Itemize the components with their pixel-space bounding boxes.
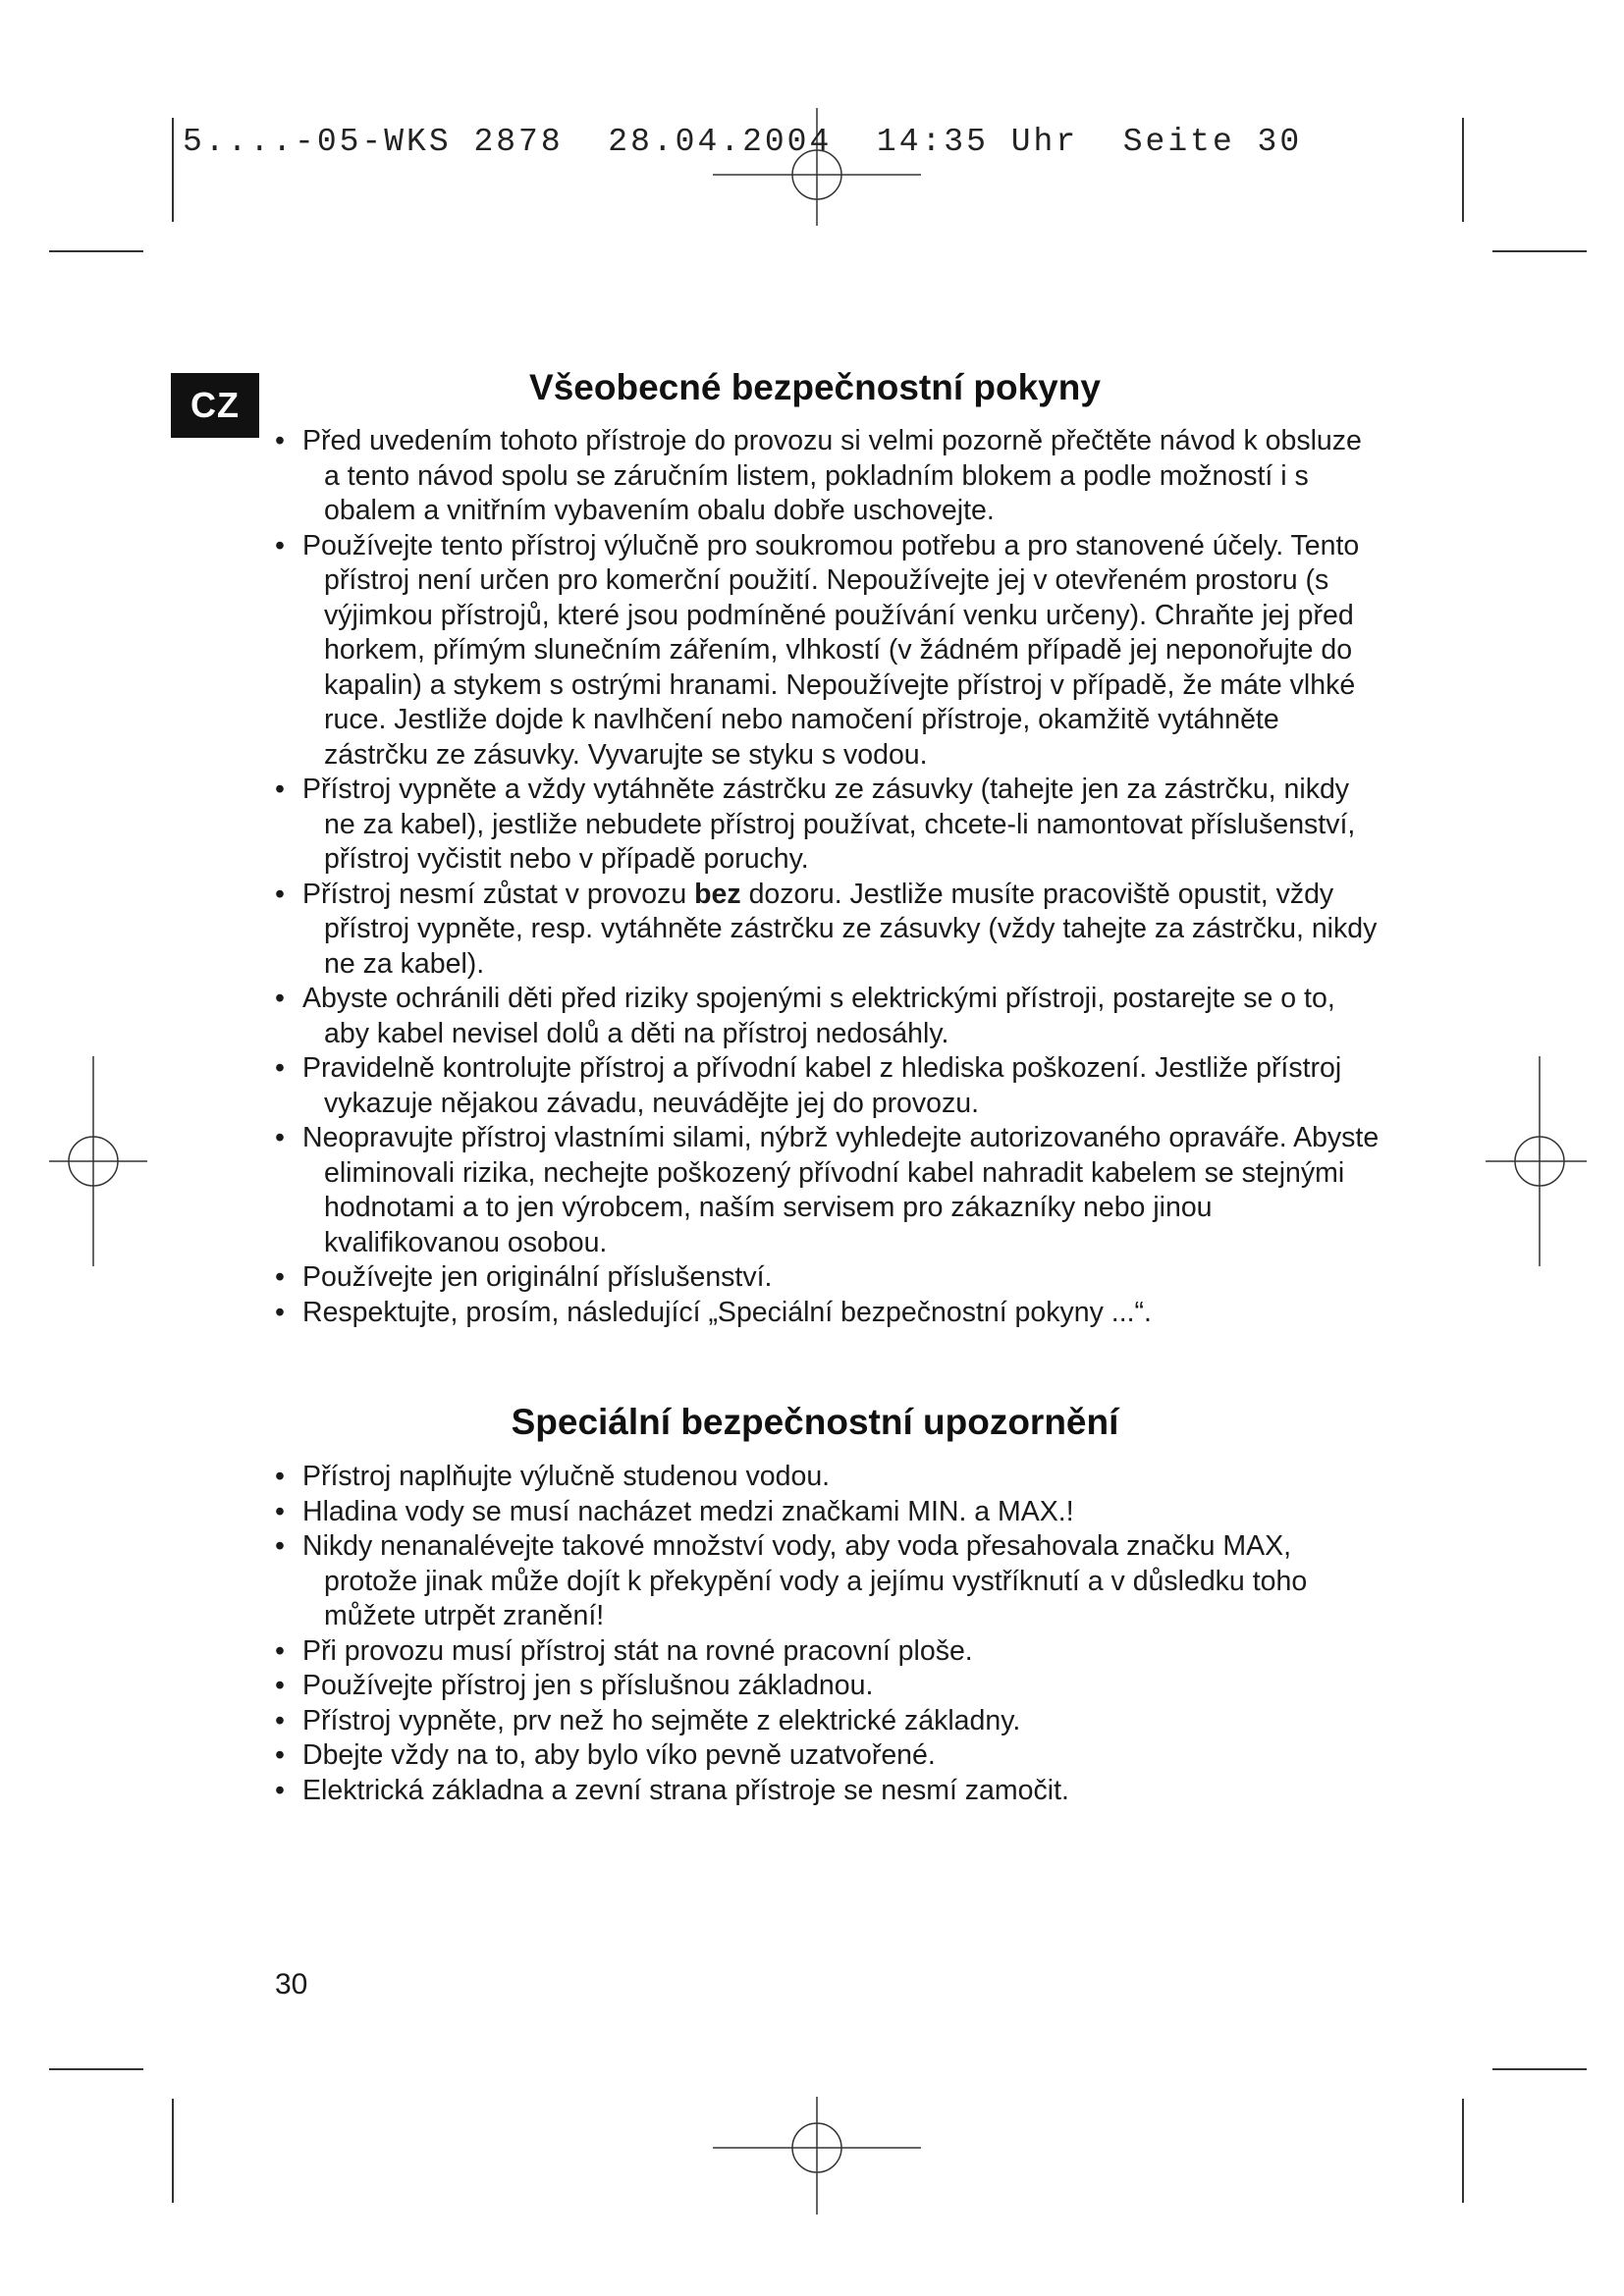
list-item: • Přístroj vypněte, prv než ho sejměte z elektrické základny. xyxy=(275,1704,1384,1739)
special-safety-list xyxy=(275,1460,1384,1808)
list-item: • Neopravujte přístroj vlastními silami, nýbrž vyhledejte autorizovaného opraváře. Abyste eliminovali rizika, nechejte poškozený přívodní kabel nahradit kabelem se stejnými hodnotami a to jen výrobcem, naším servisem pro zákazníky nebo jinou kvalifikovanou osobou. xyxy=(275,1121,1384,1260)
list-item: • Pravidelně kontrolujte přístroj a přívodní kabel z hlediska poškození. Jestliže přístroj vykazuje nějakou závadu, neuvádějte jej do provozu. xyxy=(275,1051,1384,1121)
list-item: • Před uvedením tohoto přístroje do provozu si velmi pozorně přečtěte návod k obsluze a tento návod spolu se záručním listem, pokladním blokem a podle možností i s obalem a vnitřním vybavením obalu dobře uschovejte. xyxy=(275,424,1384,529)
list-item: • Abyste ochránili děti před riziky spojenými s elektrickými přístroji, postarejte se o to, aby kabel nevisel dolů a děti na přístroj nedosáhly. xyxy=(275,982,1384,1051)
list-item: • Nikdy nenanalévejte takové množství vody, aby voda přesahovala značku MAX, protože jinak může dojít k překypění vody a jejímu vystříknutí a v důsledku toho můžete utrpět zranění! xyxy=(275,1529,1384,1634)
list-item: • Používejte přístroj jen s příslušnou základnou. xyxy=(275,1669,1384,1704)
item-text-before: Přístroj nesmí zůstat v provozu xyxy=(302,878,695,910)
item-text-bold: bez xyxy=(694,878,741,910)
list-item: • Přístroj vypněte a vždy vytáhněte zástrčku ze zásuvky (tahejte jen za zástrčku, nikdy ne za kabel), jestliže nebudete přístroj používat, chcete-li namontovat příslušenství, přístroj vyčistit nebo v případě poruchy. xyxy=(275,773,1384,878)
list-item: • Hladina vody se musí nacházet medzi značkami MIN. a MAX.! xyxy=(275,1495,1384,1530)
print-slug: 5....-05-WKS 2878 28.04.2004 14:35 Uhr Seite 30 xyxy=(183,124,1303,160)
list-item: • Používejte jen originální příslušenství. xyxy=(275,1260,1384,1296)
page-number: 30 xyxy=(275,1968,308,2001)
list-item: • Používejte tento přístroj výlučně pro soukromou potřebu a pro stanovené účely. Tento přístroj není určen pro komerční použití. Nepoužívejte jej v otevřeném prostoru (s výjimkou přístrojů, které jsou podmíněné používání venku určeny). Chraňte jej před horkem, přímým slunečním zářením, vlhkostí (v žádném případě jej neponořujte do kapalin) a stykem s ostrými hranami. Nepoužívejte přístroj v případě, že máte vlhké ruce. Jestliže dojde k navlhčení nebo namočení přístroje, okamžitě vytáhněte zástrčku ze zásuvky. Vyvarujte se styku s vodou. xyxy=(275,529,1384,774)
section-title-general-safety: Všeobecné bezpečnostní pokyny xyxy=(529,367,1101,407)
list-item: • Respektujte, prosím, následující „Speciální bezpečnostní pokyny ...“. xyxy=(275,1296,1384,1331)
general-safety-list xyxy=(275,424,1384,1330)
list-item xyxy=(275,878,1384,983)
item-text-after: dozoru. Jestliže musíte pracoviště opustit, vždy přístroj vypněte, resp. vytáhněte zástrčku ze zásuvky (vždy tahejte za zástrčku, nikdy ne za kabel). xyxy=(324,878,1378,980)
section-title-special-safety: Speciální bezpečnostní upozornění xyxy=(511,1402,1119,1442)
list-item: • Dbejte vždy na to, aby bylo víko pevně uzatvořené. xyxy=(275,1738,1384,1774)
list-item: • Elektrická základna a zevní strana přístroje se nesmí zamočit. xyxy=(275,1774,1384,1809)
list-item: • Při provozu musí přístroj stát na rovné pracovní ploše. xyxy=(275,1634,1384,1670)
list-item: • Přístroj naplňujte výlučně studenou vodou. xyxy=(275,1460,1384,1495)
language-tab: CZ xyxy=(171,373,259,438)
